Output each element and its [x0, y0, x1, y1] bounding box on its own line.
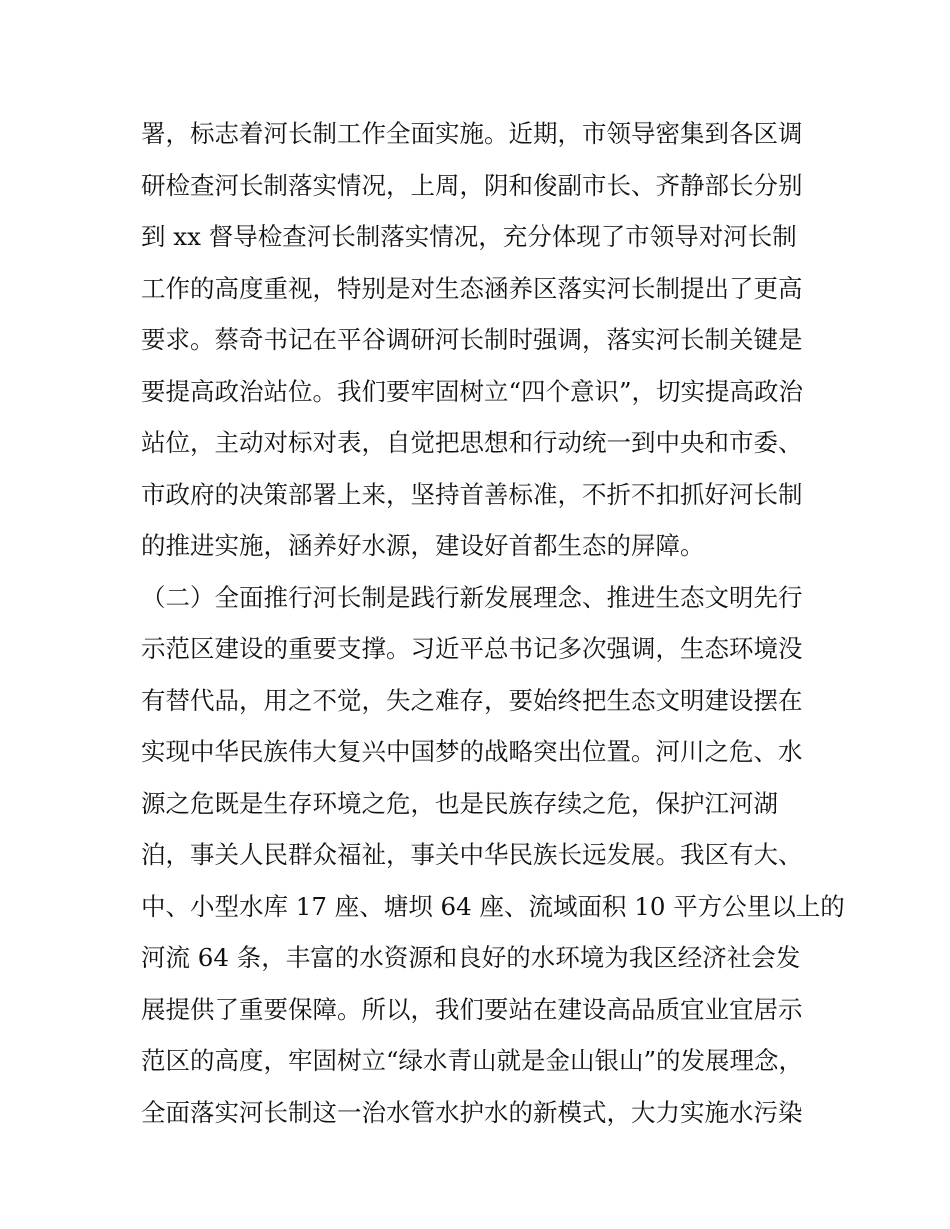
text-line: 全面落实河长制这一治水管水护水的新模式，大力实施水污染 — [141, 1097, 803, 1127]
text-line: 站位，主动对标对表，自觉把思想和行动统一到中央和市委、 — [141, 428, 803, 457]
text-line: 研检查河长制落实情况，上周，阴和俊副市长、齐静部长分别 — [141, 170, 803, 200]
text-line: 要求。蔡奇书记在平谷调研河长制时强调，落实河长制关键是 — [141, 325, 803, 354]
text-line: 署，标志着河长制工作全面实施。近期，市领导密集到各区调 — [141, 119, 803, 148]
text-line: 泊，事关人民群众福祉，事关中华民族长远发展。我区有大、 — [141, 840, 803, 869]
body-text — [141, 108, 845, 1138]
text-line: 到 xx 督导检查河长制落实情况，充分体现了市领导对河长制 — [141, 222, 797, 251]
text-line: 展提供了重要保障。所以，我们要站在建设高品质宜业宜居示 — [141, 994, 803, 1024]
text-line: （二）全面推行河长制是践行新发展理念、推进生态文明先行 — [141, 582, 803, 612]
text-line: 范区的高度，牢固树立“绿水青山就是金山银山”的发展理念， — [141, 1046, 804, 1075]
text-line: 示范区建设的重要支撑。习近平总书记多次强调，生态环境没 — [141, 634, 803, 663]
text-line: 河流 64 条，丰富的水资源和良好的水环境为我区经济社会发 — [141, 943, 801, 972]
text-line: 实现中华民族伟大复兴中国梦的战略突出位置。河川之危、水 — [141, 737, 803, 766]
text-line: 要提高政治站位。我们要牢固树立“四个意识”，切实提高政治 — [141, 376, 804, 406]
text-line: 有替代品，用之不觉，失之难存，要始终把生态文明建设摆在 — [141, 685, 803, 715]
text-line: 源之危既是生存环境之危，也是民族存续之危，保护江河湖 — [141, 788, 778, 818]
text-line: 市政府的决策部署上来，坚持首善标准，不折不扣抓好河长制 — [141, 479, 803, 509]
text-line: 的推进实施，涵养好水源，建设好首都生态的屏障。 — [141, 531, 705, 560]
text-line: 工作的高度重视，特别是对生态涵养区落实河长制提出了更高 — [141, 273, 803, 303]
text-line: 中、小型水库 17 座、塘坝 64 座、流域面积 10 平方公里以上的 — [141, 891, 845, 921]
